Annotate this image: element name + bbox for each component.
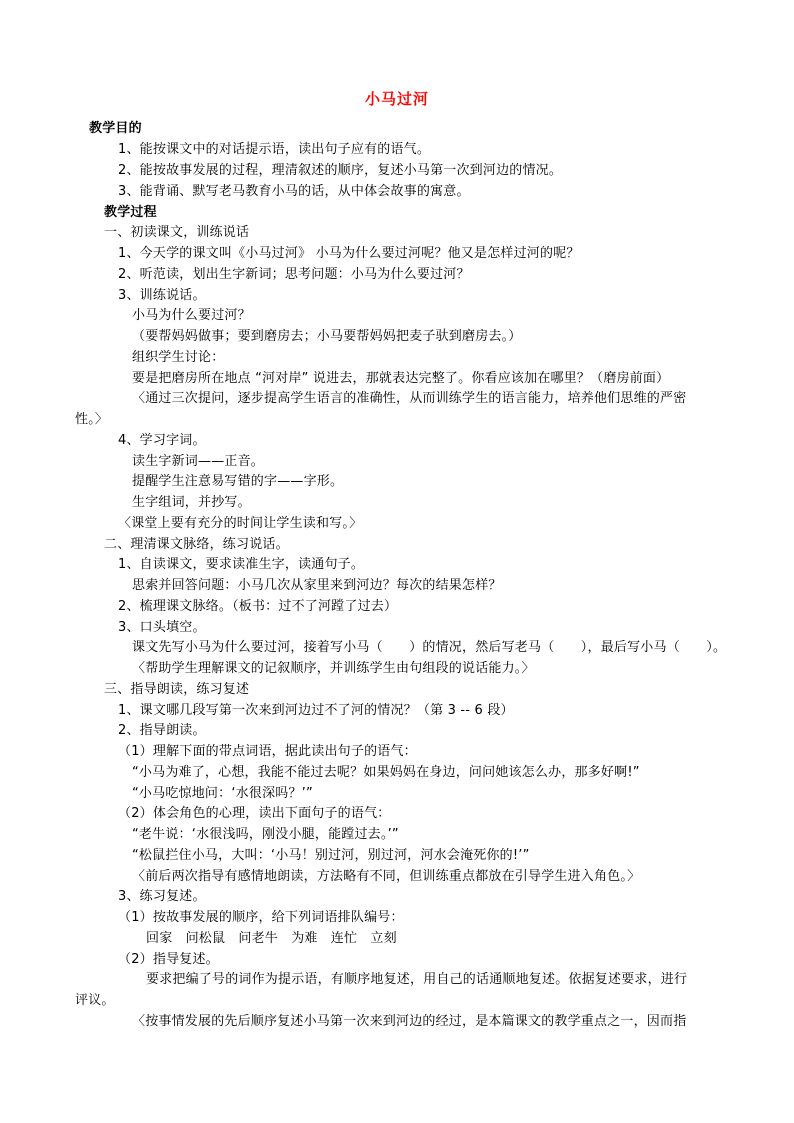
text-line: 1、今天学的课文叫《小马过河》 小马为什么要过河呢？他又是怎样过河的呢？ bbox=[118, 246, 580, 261]
text-line: 2、梳理课文脉络。（板书：过不了河蹚了过去） bbox=[118, 599, 398, 614]
text-line: （2）体会角色的心理，读出下面句子的语气： bbox=[118, 806, 391, 821]
text-line: 1、能按课文中的对话提示语，读出句子应有的语气。 bbox=[118, 142, 431, 157]
text-line: 生字组词，并抄写。 bbox=[132, 495, 251, 510]
text-line: （1）理解下面的带点词语，据此读出句子的语气： bbox=[118, 744, 417, 759]
text-line: （1）按故事发展的顺序，给下列词语排队编号： bbox=[118, 910, 404, 925]
text-line: 2、能按故事发展的过程，理清叙述的顺序，复述小马第一次到河边的情况。 bbox=[118, 163, 563, 178]
text-line: 1、课文哪几段写第一次来到河边过不了河的情况？（第 3 -- 6 段） bbox=[118, 703, 514, 718]
text-line: 〈课堂上要有充分的时间让学生读和写。〉 bbox=[118, 516, 363, 531]
text-line: 评议。 bbox=[75, 993, 115, 1008]
text-line: 一、初读课文，训练说话 bbox=[104, 225, 250, 240]
text-line: 提醒学生注意易写错的字——字形。 bbox=[132, 474, 344, 489]
text-line: “松鼠拦住小马，大叫：‘小马！别过河，别过河，河水会淹死你的!’” bbox=[132, 848, 530, 863]
text-line: 3、练习复述。 bbox=[118, 889, 206, 904]
text-line: 2、指导朗读。 bbox=[118, 723, 206, 738]
text-line: 读生字新词——正音。 bbox=[132, 454, 265, 469]
text-line: 三、指导朗读，练习复述 bbox=[104, 682, 250, 697]
text-line: 回家 问松鼠 问老牛 为难 连忙 立刻 bbox=[146, 931, 397, 946]
text-line: 〈帮助学生理解课文的记叙顺序，并训练学生由句组段的说话能力。〉 bbox=[132, 661, 535, 676]
section-heading: 教学过程 bbox=[104, 205, 157, 220]
text-line: 课文先写小马为什么要过河，接着写小马（ ）的情况，然后写老马（ ），最后写小马（ ）。 bbox=[132, 640, 727, 655]
text-line: 组织学生讨论： bbox=[132, 350, 225, 365]
text-line: 3、能背诵、默写老马教育小马的话，从中体会故事的寓意。 bbox=[118, 184, 470, 199]
text-line: 要求把编了号的词作为提示语，有顺序地复述，用自己的话通顺地复述。依据复述要求，进行 bbox=[146, 972, 688, 987]
text-line: 3、口头填空。 bbox=[118, 620, 206, 635]
text-line: 3、训练说话。 bbox=[118, 288, 206, 303]
text-line: “小马为难了，心想，我能不能过去呢？如果妈妈在身边，问问她该怎么办，那多好啊!” bbox=[132, 765, 640, 780]
text-line: （要帮妈妈做事；要到磨房去；小马要帮妈妈把麦子驮到磨房去。） bbox=[132, 329, 522, 344]
text-line: 〈按事情发展的先后顺序复述小马第一次来到河边的经过，是本篇课文的教学重点之一，因而指 bbox=[132, 1014, 687, 1029]
text-line: 2、听范读，划出生字新词；思考问题：小马为什么要过河？ bbox=[118, 267, 470, 282]
text-line: 性。〉 bbox=[75, 412, 109, 427]
page-title: 小马过河 bbox=[364, 90, 429, 108]
text-line: 〈前后两次指导有感情地朗读，方法略有不同，但训练重点都放在引导学生进入角色。〉 bbox=[132, 869, 641, 884]
text-line: 思索并回答问题：小马几次从家里来到河边？每次的结果怎样？ bbox=[132, 578, 502, 593]
text-line: 4、学习字词。 bbox=[118, 433, 206, 448]
text-line: 小马为什么要过河？ bbox=[132, 308, 251, 323]
text-line: （2）指导复述。 bbox=[118, 952, 219, 967]
text-line: 要是把磨房所在地点 “河对岸” 说进去，那就表达完整了。你看应该加在哪里？（磨房前面） bbox=[132, 371, 670, 386]
text-line: 〈通过三次提问，逐步提高学生语言的准确性，从而训练学生的语言能力，培养他们思维的严密 bbox=[132, 391, 687, 406]
text-line: “小马吃惊地问：‘水很深吗？’” bbox=[132, 786, 313, 801]
text-line: “老牛说：‘水很浅吗，刚没小腿，能蹚过去。’” bbox=[132, 827, 399, 842]
section-heading: 教学目的 bbox=[89, 121, 142, 136]
text-line: 二、理清课文脉络，练习说话。 bbox=[104, 537, 289, 552]
text-line: 1、自读课文，要求读准生字，读通句子。 bbox=[118, 557, 365, 572]
